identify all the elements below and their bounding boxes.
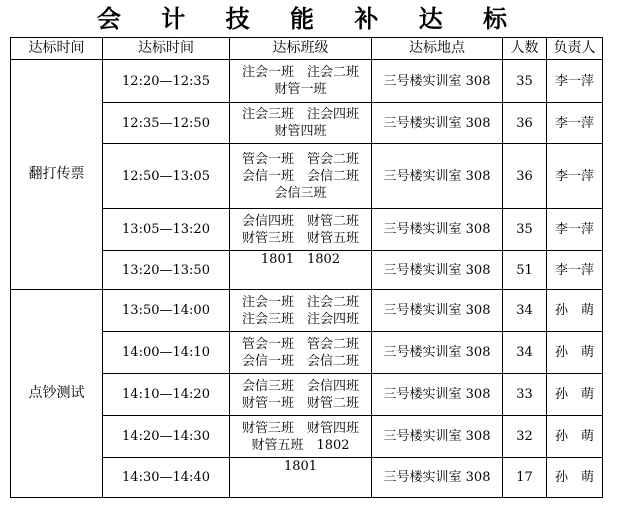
- header-cell: 达标班级: [230, 38, 372, 60]
- person-cell: 李一萍: [547, 103, 603, 144]
- location-cell: 三号楼实训室 308: [372, 144, 503, 209]
- location-cell: 三号楼实训室 308: [372, 290, 503, 332]
- class-line: 注会三班 注会四班: [241, 107, 359, 122]
- class-line: 财管三班 财管五班: [241, 230, 359, 246]
- class-line: 会信三班 会信四班: [241, 378, 359, 394]
- time-cell: 13:20—13:50: [103, 251, 230, 290]
- count-cell: 17: [503, 458, 547, 498]
- header-cell: 人数: [503, 38, 547, 60]
- table-row: [11, 60, 603, 103]
- class-line: 会信一班 会信二班: [241, 353, 359, 369]
- time-cell: 13:05—13:20: [103, 209, 230, 251]
- location-cell: 三号楼实训室 308: [372, 209, 503, 251]
- header-cell: 负责人: [547, 38, 603, 60]
- class-line: 财管五班 1802: [251, 437, 350, 453]
- location-cell: 三号楼实训室 308: [372, 60, 503, 103]
- class-line: 财管一班 财管二班: [241, 395, 359, 411]
- count-cell: 33: [503, 374, 547, 416]
- class-line: 管会一班 管会二班: [241, 336, 359, 352]
- classes-cell: [230, 332, 372, 374]
- class-line: 注会一班 注会二班: [241, 65, 359, 80]
- class-line: 注会一班 注会二班: [241, 294, 359, 310]
- location-cell: 三号楼实训室 308: [372, 332, 503, 374]
- person-cell: 李一萍: [547, 251, 603, 290]
- classes-cell: [230, 374, 372, 416]
- person-cell: 孙 萌: [547, 416, 603, 458]
- classes-cell: [230, 416, 372, 458]
- class-line: 1801: [283, 459, 318, 474]
- location-cell: 三号楼实训室 308: [372, 374, 503, 416]
- class-line: 财管三班 财管四班: [241, 420, 359, 436]
- class-line: 财管一班: [274, 82, 327, 97]
- group-cell: 翻打传票: [11, 60, 103, 290]
- time-cell: 14:20—14:30: [103, 416, 230, 458]
- location-cell: 三号楼实训室 308: [372, 416, 503, 458]
- time-cell: 12:50—13:05: [103, 144, 230, 209]
- schedule-table: [10, 37, 603, 498]
- header-cell: 达标地点: [372, 38, 503, 60]
- time-cell: 14:10—14:20: [103, 374, 230, 416]
- count-cell: 32: [503, 416, 547, 458]
- header-cell: 达标时间: [11, 38, 103, 60]
- count-cell: 36: [503, 144, 547, 209]
- location-cell: 三号楼实训室 308: [372, 103, 503, 144]
- class-line: 1801 1802: [260, 252, 341, 267]
- person-cell: 李一萍: [547, 60, 603, 103]
- group-cell: 点钞测试: [11, 290, 103, 498]
- time-cell: 12:35—12:50: [103, 103, 230, 144]
- header-cell: 达标时间: [103, 38, 230, 60]
- person-cell: 孙 萌: [547, 458, 603, 498]
- time-cell: 14:00—14:10: [103, 332, 230, 374]
- count-cell: 34: [503, 290, 547, 332]
- person-cell: 孙 萌: [547, 332, 603, 374]
- classes-cell: [230, 458, 372, 498]
- classes-cell: [230, 290, 372, 332]
- count-cell: 35: [503, 60, 547, 103]
- class-line: 会信一班 会信二班: [241, 168, 359, 184]
- count-cell: 34: [503, 332, 547, 374]
- person-cell: 李一萍: [547, 144, 603, 209]
- table-row: [11, 290, 603, 332]
- class-line: 财管四班: [274, 124, 327, 139]
- location-cell: 三号楼实训室 308: [372, 251, 503, 290]
- person-cell: 孙 萌: [547, 290, 603, 332]
- time-cell: 13:50—14:00: [103, 290, 230, 332]
- header-row: [11, 38, 603, 60]
- classes-cell: [230, 103, 372, 144]
- time-cell: 14:30—14:40: [103, 458, 230, 498]
- classes-cell: [230, 209, 372, 251]
- time-cell: 12:20—12:35: [103, 60, 230, 103]
- person-cell: 孙 萌: [547, 374, 603, 416]
- class-line: 会信三班: [274, 185, 327, 201]
- class-line: 会信四班 财管二班: [241, 213, 359, 229]
- page-title: 会 计 技 能 补 达 标: [96, 4, 524, 33]
- class-line: 管会一班 管会二班: [241, 151, 359, 167]
- person-cell: 李一萍: [547, 209, 603, 251]
- classes-cell: [230, 144, 372, 209]
- classes-cell: [230, 60, 372, 103]
- classes-cell: [230, 251, 372, 290]
- location-cell: 三号楼实训室 308: [372, 458, 503, 498]
- count-cell: 51: [503, 251, 547, 290]
- count-cell: 36: [503, 103, 547, 144]
- class-line: 注会三班 注会四班: [241, 311, 359, 327]
- count-cell: 35: [503, 209, 547, 251]
